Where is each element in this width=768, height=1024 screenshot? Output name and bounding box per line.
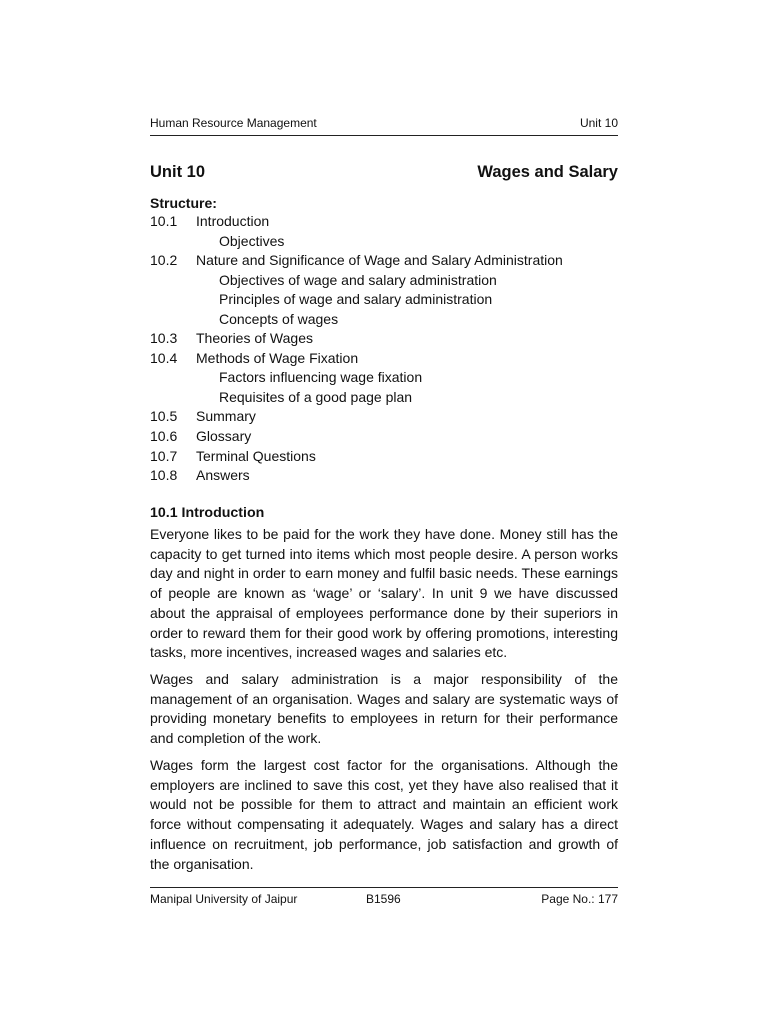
toc-subtitle: Requisites of a good page plan bbox=[219, 388, 413, 405]
toc-entry bbox=[150, 212, 618, 232]
toc-number: 10.5 bbox=[150, 408, 178, 425]
header-course-title: Human Resource Management bbox=[150, 116, 317, 130]
running-header bbox=[150, 116, 618, 130]
toc-entry bbox=[150, 251, 618, 271]
running-footer bbox=[150, 892, 618, 906]
toc-entry bbox=[150, 447, 618, 467]
footer-page-number: Page No.: 177 bbox=[541, 892, 618, 906]
toc-entry bbox=[150, 407, 618, 427]
toc-subentry bbox=[150, 232, 618, 252]
toc-entry bbox=[150, 349, 618, 369]
toc-entry bbox=[150, 466, 618, 486]
toc-number: 10.8 bbox=[150, 467, 178, 484]
toc-number: 10.3 bbox=[150, 330, 178, 347]
toc-subentry bbox=[150, 310, 618, 330]
toc-subtitle: Objectives of wage and salary administration bbox=[219, 271, 497, 288]
toc-title: Nature and Significance of Wage and Salary Administration bbox=[196, 252, 563, 269]
toc-subentry bbox=[150, 368, 618, 388]
toc-title: Theories of Wages bbox=[196, 330, 313, 347]
toc-title: Terminal Questions bbox=[196, 447, 316, 464]
toc-title: Glossary bbox=[196, 428, 252, 445]
body-paragraph: Wages and salary administration is a major responsibility of the management of an organisation. Wages and salary are systematic ways of providing monetary benefits to employees in return for their performance and completion of the work. bbox=[150, 671, 618, 747]
toc-number: 10.7 bbox=[150, 447, 178, 464]
footer-university: Manipal University of Jaipur bbox=[150, 892, 298, 906]
toc-subentry bbox=[150, 388, 618, 408]
toc-number: 10.1 bbox=[150, 213, 178, 229]
footer-rule bbox=[150, 887, 618, 888]
toc-subtitle: Principles of wage and salary administration bbox=[219, 291, 493, 308]
body-paragraph: Everyone likes to be paid for the work they have done. Money still has the capacity to get turned into items which most people desire. A person works day and night in order to earn money and fulfil basic needs. These earnings of people are known as ‘wage’ or ‘salary’. In unit 9 we have discussed about the appraisal of employees performance done by their superiors in order to reward them for their good work by offering promotions, interesting tasks, more incentives, increased wages and salaries etc. bbox=[150, 526, 618, 661]
header-unit-label: Unit 10 bbox=[579, 116, 618, 130]
document-page bbox=[150, 0, 618, 1024]
toc-title: Introduction bbox=[196, 213, 270, 229]
toc-number: 10.6 bbox=[150, 428, 178, 445]
section-heading: 10.1 Introduction bbox=[150, 505, 265, 521]
toc-title: Methods of Wage Fixation bbox=[196, 349, 359, 366]
footer-course-code: B1596 bbox=[366, 892, 401, 906]
toc-subtitle: Concepts of wages bbox=[219, 310, 339, 327]
structure-list bbox=[150, 212, 618, 486]
structure-label: Structure: bbox=[150, 195, 217, 211]
toc-subtitle: Objectives bbox=[219, 232, 285, 249]
toc-title: Answers bbox=[196, 467, 250, 484]
body-paragraph: Wages form the largest cost factor for the organisations. Although the employers are inclined to save this cost, yet they have also realised that it would not be possible for them to attract and maintain an efficient work force without compensating it adequately. Wages and salary has a direct influence on recruitment, job performance, job satisfaction and growth of the organisation. bbox=[150, 757, 618, 872]
toc-subtitle: Factors influencing wage fixation bbox=[219, 369, 423, 386]
toc-entry bbox=[150, 329, 618, 349]
toc-number: 10.2 bbox=[150, 252, 178, 269]
header-rule bbox=[150, 135, 618, 136]
unit-name: Wages and Salary bbox=[477, 163, 618, 181]
toc-entry bbox=[150, 427, 618, 447]
toc-subentry bbox=[150, 290, 618, 310]
toc-subentry bbox=[150, 271, 618, 291]
unit-number: Unit 10 bbox=[150, 163, 206, 181]
toc-title: Summary bbox=[196, 408, 256, 425]
unit-title-row bbox=[150, 163, 618, 182]
toc-number: 10.4 bbox=[150, 349, 178, 366]
